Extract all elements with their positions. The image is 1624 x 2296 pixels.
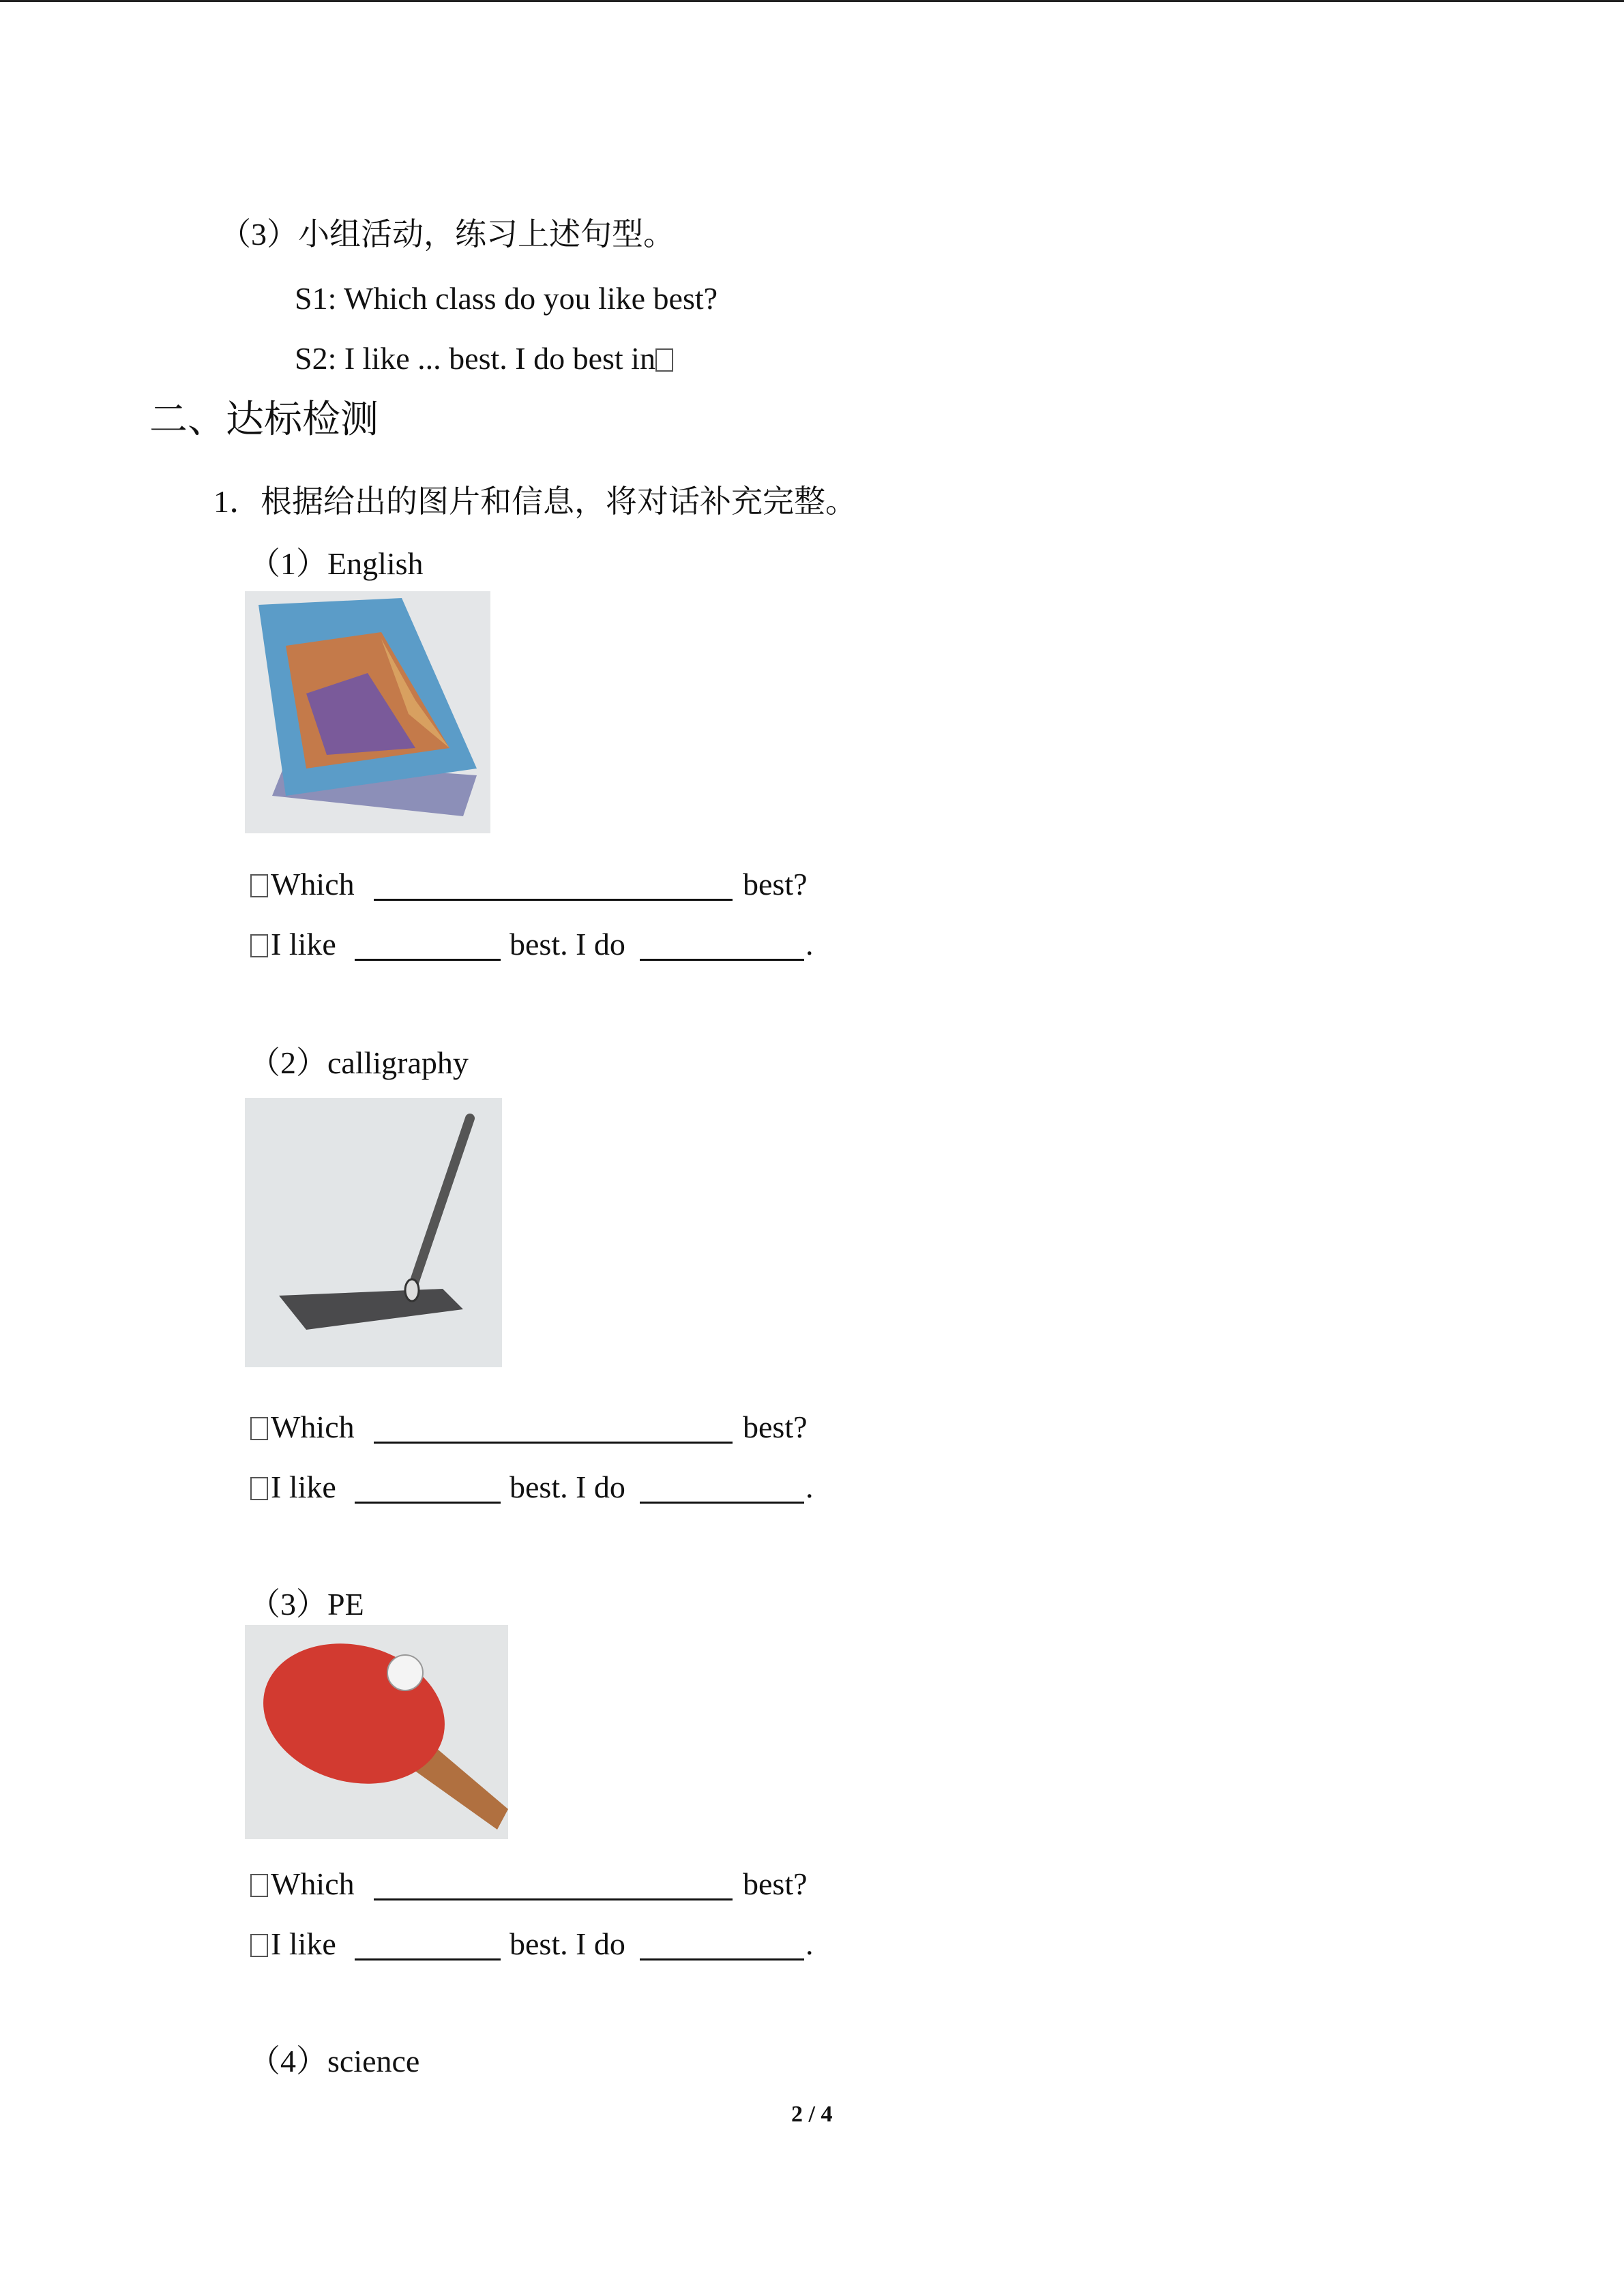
ilike-line-3 bbox=[250, 1925, 336, 1963]
ilike-text: I like bbox=[271, 927, 336, 961]
period-3: . bbox=[806, 1926, 814, 1961]
dialogue-s2 bbox=[295, 340, 676, 378]
which-line-3 bbox=[250, 1865, 355, 1903]
ilike-text: I like bbox=[271, 1470, 336, 1504]
which-text: Which bbox=[271, 1866, 355, 1901]
which-line-1 bbox=[250, 865, 355, 904]
blank-do-2[interactable] bbox=[640, 1502, 804, 1504]
blank-which-1[interactable] bbox=[374, 899, 733, 901]
ilike-text: I like bbox=[271, 1926, 336, 1961]
english-book-image bbox=[245, 591, 490, 833]
missing-glyph-box bbox=[250, 874, 268, 897]
section-title: 二、达标检测 bbox=[149, 399, 379, 441]
activity-3-title: （3）小组活动，练习上述句型。 bbox=[220, 217, 675, 252]
missing-glyph-box bbox=[250, 1477, 268, 1500]
blank-subject-3[interactable] bbox=[355, 1958, 501, 1960]
ilike-line-1 bbox=[250, 925, 336, 964]
item-label-calligraphy: （2）calligraphy bbox=[249, 1045, 469, 1080]
blank-do-1[interactable] bbox=[640, 959, 804, 961]
page-number: 2 / 4 bbox=[791, 2102, 833, 2127]
best-ido-1: best. I do bbox=[510, 927, 625, 961]
ilike-line-2 bbox=[250, 1468, 336, 1506]
which-text: Which bbox=[271, 867, 355, 901]
period-2: . bbox=[806, 1470, 814, 1504]
brush-inkstone-image bbox=[245, 1098, 502, 1367]
missing-glyph-box bbox=[250, 934, 268, 957]
missing-glyph-box bbox=[250, 1934, 268, 1957]
item-label-english: （1）English bbox=[249, 546, 424, 581]
question-instruction: 1．根据给出的图片和信息，将对话补充完整。 bbox=[213, 484, 857, 519]
best-ido-3: best. I do bbox=[510, 1926, 625, 1961]
missing-glyph-box bbox=[250, 1874, 268, 1897]
best-question-1: best? bbox=[743, 867, 808, 901]
blank-subject-2[interactable] bbox=[355, 1502, 501, 1504]
page-top-border bbox=[0, 0, 1624, 2]
best-question-2: best? bbox=[743, 1410, 808, 1444]
blank-subject-1[interactable] bbox=[355, 959, 501, 961]
blank-do-3[interactable] bbox=[640, 1958, 804, 1960]
missing-glyph-box bbox=[655, 348, 673, 372]
which-line-2 bbox=[250, 1408, 355, 1446]
item-label-pe: （3）PE bbox=[249, 1587, 364, 1622]
period-1: . bbox=[806, 927, 814, 961]
blank-which-2[interactable] bbox=[374, 1442, 733, 1444]
which-text: Which bbox=[271, 1410, 355, 1444]
best-ido-2: best. I do bbox=[510, 1470, 625, 1504]
dialogue-s2-text: S2: I like ... best. I do best in bbox=[295, 341, 655, 376]
best-question-3: best? bbox=[743, 1866, 808, 1901]
blank-which-3[interactable] bbox=[374, 1898, 733, 1900]
missing-glyph-box bbox=[250, 1417, 268, 1440]
dialogue-s1: S1: Which class do you like best? bbox=[295, 281, 718, 316]
item-label-science: （4）science bbox=[249, 2044, 420, 2078]
ping-pong-paddle-image bbox=[245, 1625, 508, 1839]
